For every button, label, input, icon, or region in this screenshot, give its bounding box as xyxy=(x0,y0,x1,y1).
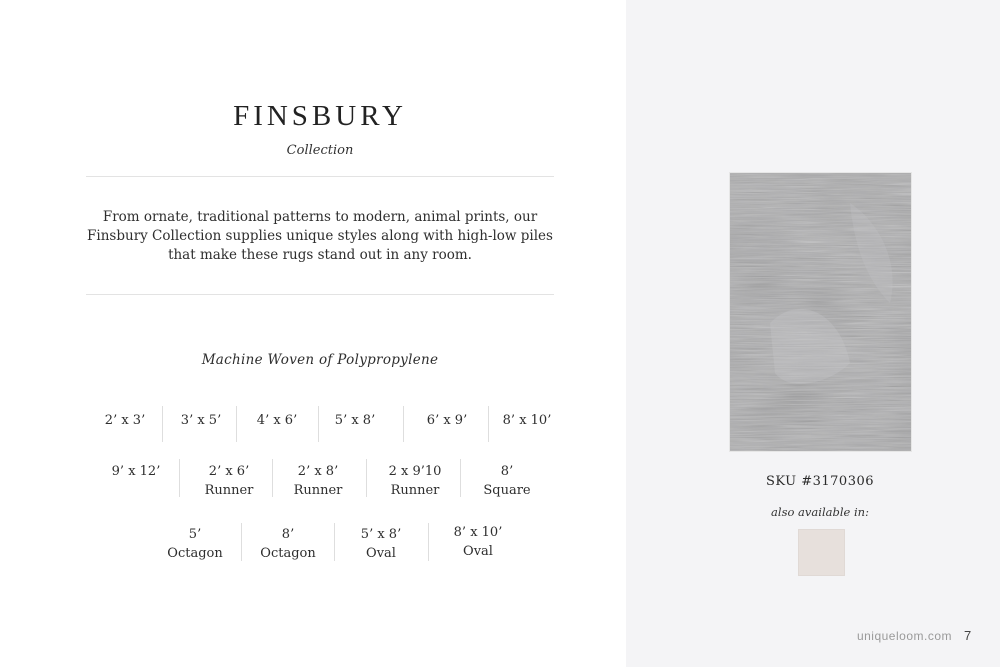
size-divider xyxy=(162,406,163,442)
size-item xyxy=(253,525,323,563)
size-item xyxy=(326,411,384,430)
size-shape: Octagon xyxy=(260,546,316,561)
size-shape: Runner xyxy=(293,483,343,498)
rug-pile xyxy=(730,173,911,451)
size-dimension: 9’ x 12’ xyxy=(111,464,161,479)
size-item xyxy=(97,411,153,430)
material-label: Machine Woven of Polypropylene xyxy=(201,352,439,368)
rug-image xyxy=(729,172,912,452)
size-divider xyxy=(318,406,319,442)
size-divider xyxy=(403,406,404,442)
size-dimension: 5’ x 8’ xyxy=(360,527,402,542)
size-dimension: 2 x 9’10 xyxy=(388,464,442,479)
size-item xyxy=(346,525,416,563)
website-link[interactable]: uniqueloom.com xyxy=(856,629,952,643)
size-shape: Oval xyxy=(463,544,493,559)
size-dimension: 2’ x 3’ xyxy=(104,413,146,428)
size-divider xyxy=(334,523,335,561)
size-dimension: 5’ xyxy=(188,527,202,542)
size-item xyxy=(280,462,356,500)
size-item xyxy=(100,462,172,481)
size-item xyxy=(190,462,268,500)
collection-title: FINSBURY xyxy=(233,100,407,132)
size-divider xyxy=(272,459,273,497)
size-item xyxy=(470,462,544,500)
collection-subtitle: Collection xyxy=(286,143,354,158)
size-shape: Runner xyxy=(204,483,254,498)
page-number: 7 xyxy=(964,628,972,643)
size-divider xyxy=(236,406,237,442)
size-dimension: 8’ xyxy=(500,464,514,479)
size-item xyxy=(244,411,310,430)
size-dimension: 4’ x 6’ xyxy=(256,413,298,428)
size-divider xyxy=(366,459,367,497)
size-item xyxy=(170,411,232,430)
size-divider xyxy=(241,523,242,561)
collection-description: From ornate, traditional patterns to modern, animal prints, our Finsbury Collection supplies unique styles along with high-low piles that make these rugs stand out in any room. xyxy=(87,209,553,263)
size-item xyxy=(440,523,516,561)
size-item xyxy=(412,411,482,430)
size-shape: Square xyxy=(483,483,531,498)
size-dimension: 6’ x 9’ xyxy=(426,413,468,428)
rug-texture-graphic xyxy=(730,173,911,451)
size-shape: Octagon xyxy=(167,546,223,561)
divider-top xyxy=(86,176,554,177)
size-item xyxy=(495,411,559,430)
size-dimension: 8’ x 10’ xyxy=(453,525,503,540)
size-dimension: 2’ x 8’ xyxy=(297,464,339,479)
size-divider xyxy=(460,459,461,497)
size-dimension: 8’ xyxy=(281,527,295,542)
size-item xyxy=(160,525,230,563)
size-dimension: 3’ x 5’ xyxy=(180,413,222,428)
also-available-label: also available in: xyxy=(771,505,869,519)
color-swatch[interactable] xyxy=(798,529,845,576)
size-divider xyxy=(428,523,429,561)
size-divider xyxy=(488,406,489,442)
size-shape: Oval xyxy=(366,546,396,561)
sku-label: SKU #3170306 xyxy=(765,474,875,489)
size-item xyxy=(374,462,456,500)
size-dimension: 2’ x 6’ xyxy=(208,464,250,479)
size-divider xyxy=(179,459,180,497)
divider-bottom xyxy=(86,294,554,295)
size-dimension: 8’ x 10’ xyxy=(502,413,552,428)
size-dimension: 5’ x 8’ xyxy=(334,413,376,428)
size-shape: Runner xyxy=(390,483,440,498)
